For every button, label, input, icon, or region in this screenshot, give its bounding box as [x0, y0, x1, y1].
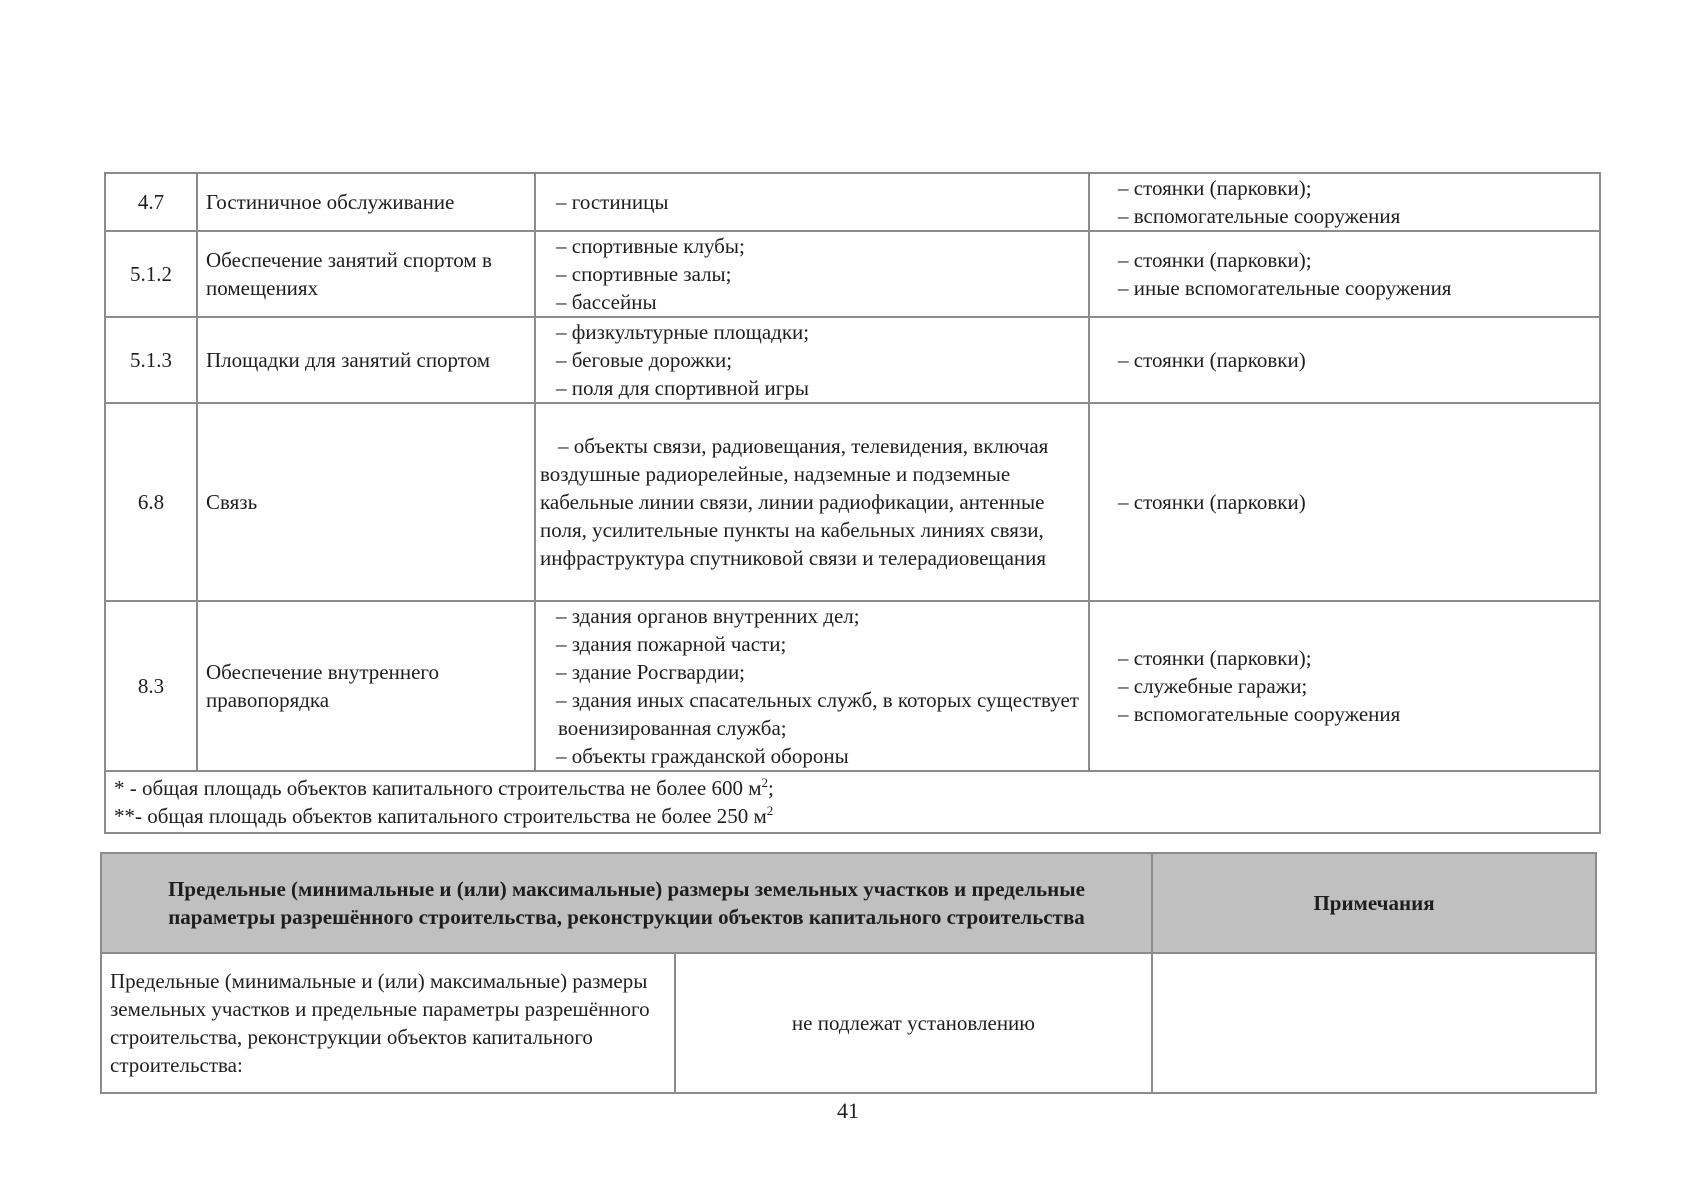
- row-code: 6.8: [105, 403, 197, 601]
- table-row: [101, 953, 1596, 1093]
- main-uses-text: – объекты связи, радиовещания, телевидения, включая воздушные радиорелейные, надземные и подземные кабельные линии связи, линии радиофикации, антенные поля, усилительные пункты на кабельных линиях связи, инфраструктура спутниковой связи и телерадиовещания: [540, 432, 1080, 572]
- list-item: – гостиницы: [540, 188, 1080, 216]
- row-name: Площадки для занятий спортом: [197, 317, 535, 403]
- row-name: Обеспечение занятий спортом в помещениях: [197, 231, 535, 317]
- footnote-text: * - общая площадь объектов капитального строительства не более 600 м: [114, 776, 762, 800]
- footnote-2: [114, 802, 1591, 830]
- footnote-tail: ;: [768, 776, 774, 800]
- list-item: – физкультурные площадки;: [540, 318, 1080, 346]
- row-name: Гостиничное обслуживание: [197, 173, 535, 231]
- footnote-text: **- общая площадь объектов капитального строительства не более 250 м: [114, 804, 767, 828]
- aux-uses-cell: [1089, 317, 1600, 403]
- parameter-note: [1152, 953, 1596, 1093]
- list-item: – стоянки (парковки): [1102, 346, 1591, 374]
- list-item: – здания органов внутренних дел;: [540, 602, 1080, 630]
- table-row: [105, 403, 1600, 601]
- page-number: 41: [837, 1098, 859, 1123]
- aux-uses-cell: [1089, 173, 1600, 231]
- list-item: – объекты гражданской обороны: [540, 742, 1080, 770]
- footnote-1: [114, 774, 1591, 802]
- aux-uses-cell: [1089, 403, 1600, 601]
- list-item: – бассейны: [540, 288, 1080, 316]
- list-item: – здания пожарной части;: [540, 630, 1080, 658]
- row-code: 5.1.3: [105, 317, 197, 403]
- list-item: – стоянки (парковки): [1102, 488, 1591, 516]
- table-row: [105, 231, 1600, 317]
- header-notes: Примечания: [1152, 853, 1596, 953]
- parameters-table: [100, 852, 1597, 1094]
- table-row: [105, 601, 1600, 771]
- main-uses-cell: [535, 601, 1089, 771]
- row-name: Связь: [197, 403, 535, 601]
- superscript: 2: [761, 775, 768, 790]
- row-code: 5.1.2: [105, 231, 197, 317]
- land-use-table: [104, 172, 1601, 834]
- table-row: [105, 317, 1600, 403]
- main-uses-cell: [535, 317, 1089, 403]
- list-item: – иные вспомогательные сооружения: [1102, 274, 1591, 302]
- list-item: – беговые дорожки;: [540, 346, 1080, 374]
- row-code: 8.3: [105, 601, 197, 771]
- footnote-row: [105, 771, 1600, 833]
- list-item: – стоянки (парковки);: [1102, 174, 1591, 202]
- superscript: 2: [766, 803, 774, 818]
- list-item: – поля для спортивной игры: [540, 374, 1080, 402]
- list-item: – вспомогательные сооружения: [1102, 202, 1591, 230]
- row-name: Обеспечение внутреннего правопорядка: [197, 601, 535, 771]
- list-item: – служебные гаражи;: [1102, 672, 1591, 700]
- main-uses-cell: [535, 173, 1089, 231]
- list-item: – стоянки (парковки);: [1102, 246, 1591, 274]
- list-item: – спортивные клубы;: [540, 232, 1080, 260]
- list-item: – вспомогательные сооружения: [1102, 700, 1591, 728]
- row-code: 4.7: [105, 173, 197, 231]
- header-row: [101, 853, 1596, 953]
- list-item: – стоянки (парковки);: [1102, 644, 1591, 672]
- aux-uses-cell: [1089, 231, 1600, 317]
- list-item: – здание Росгвардии;: [540, 658, 1080, 686]
- footnotes-cell: [105, 771, 1600, 833]
- table-row: [105, 173, 1600, 231]
- parameter-value: не подлежат установлению: [675, 953, 1152, 1093]
- main-uses-cell: [535, 403, 1089, 601]
- main-uses-cell: [535, 231, 1089, 317]
- aux-uses-cell: [1089, 601, 1600, 771]
- parameter-label: Предельные (минимальные и (или) максимальные) размеры земельных участков и предельные параметры разрешённого строительства, реконструкции объектов капитального строительства:: [101, 953, 675, 1093]
- list-item: – спортивные залы;: [540, 260, 1080, 288]
- header-parameters: Предельные (минимальные и (или) максимальные) размеры земельных участков и предельные параметры разрешённого строительства, реконструкции объектов капитального строительства: [101, 853, 1152, 953]
- list-item: – здания иных спасательных служб, в которых существует военизированная служба;: [540, 686, 1080, 742]
